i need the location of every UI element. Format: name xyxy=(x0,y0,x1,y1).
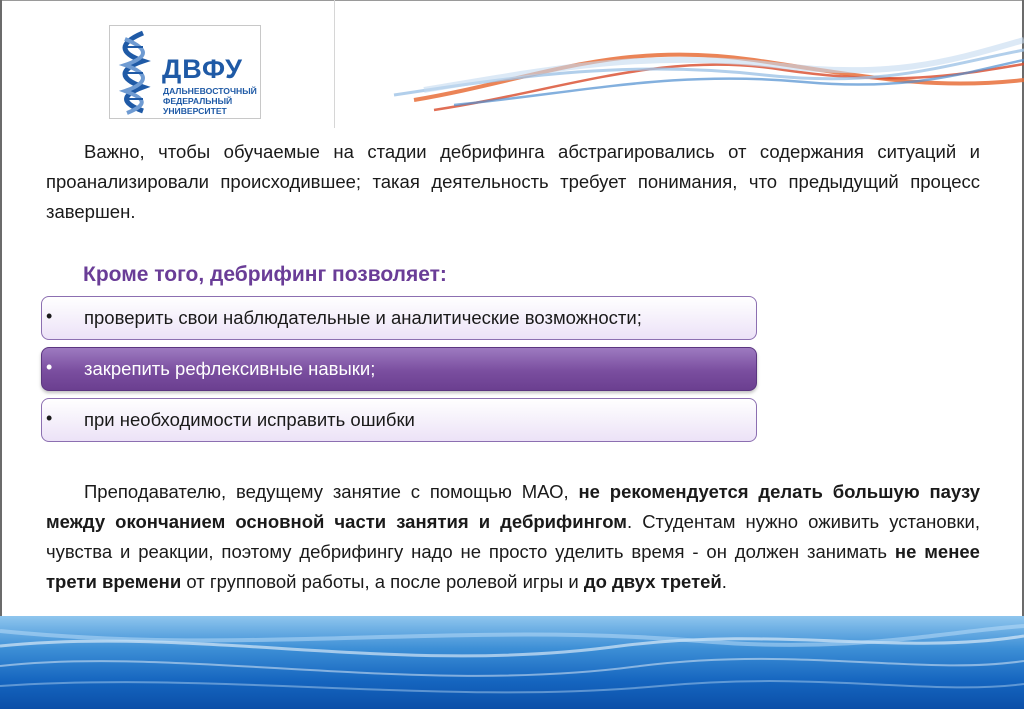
closing-part4: . xyxy=(721,571,727,592)
intro-paragraph-text: Важно, чтобы обучаемые на стадии дебрифинга абстрагировались от содержания ситуаций и проанализировали происходившее; такая деятельность требует понимания, что предыдущий процесс завершен. xyxy=(46,141,980,222)
list-item-2-text: закрепить рефлексивные навыки; xyxy=(84,358,376,379)
closing-bold2: не менее трети времени xyxy=(46,541,980,592)
list-item-3 xyxy=(41,398,757,442)
closing-part2: . Студентам нужно оживить установки, чувства и реакции, поэтому дебрифингу надо не просто уделить время - он должен занимать xyxy=(46,511,980,562)
closing-part1: Преподавателю, ведущему занятие с помощью МАО, xyxy=(84,481,579,502)
list-heading: Кроме того, дебрифинг позволяет: xyxy=(83,263,447,286)
header-waves-decoration xyxy=(334,20,1024,130)
closing-part3: от групповой работы, а после ролевой игры и xyxy=(181,571,584,592)
list-item-2 xyxy=(41,347,757,391)
dna-helix-icon xyxy=(113,29,159,115)
list-item-3-text: при необходимости исправить ошибки xyxy=(84,409,415,430)
logo-subtitle-line1: ДАЛЬНЕВОСТОЧНЫЙ xyxy=(163,86,257,96)
frame-left-border xyxy=(0,0,2,620)
footer-band xyxy=(0,616,1024,709)
bullet-icon: • xyxy=(46,357,53,377)
frame-top-border xyxy=(0,0,1024,1)
logo-subtitle-line2: ФЕДЕРАЛЬНЫЙ xyxy=(163,96,233,106)
list-item-1 xyxy=(41,296,757,340)
logo-title: ДВФУ xyxy=(162,54,243,84)
list-item-1-text: проверить свои наблюдательные и аналитические возможности; xyxy=(84,307,642,328)
closing-bold1: не рекомендуется делать большую паузу между окончанием основной части занятия и дебрифингом xyxy=(46,481,981,532)
closing-bold3: до двух третей xyxy=(583,571,722,592)
closing-paragraph xyxy=(46,477,980,597)
bullet-icon: • xyxy=(46,408,53,428)
university-logo xyxy=(109,25,261,119)
footer-waves-decoration xyxy=(0,616,1024,709)
logo-subtitle-line3: УНИВЕРСИТЕТ xyxy=(163,106,227,116)
intro-paragraph xyxy=(46,137,980,227)
bullet-icon: • xyxy=(46,306,53,326)
